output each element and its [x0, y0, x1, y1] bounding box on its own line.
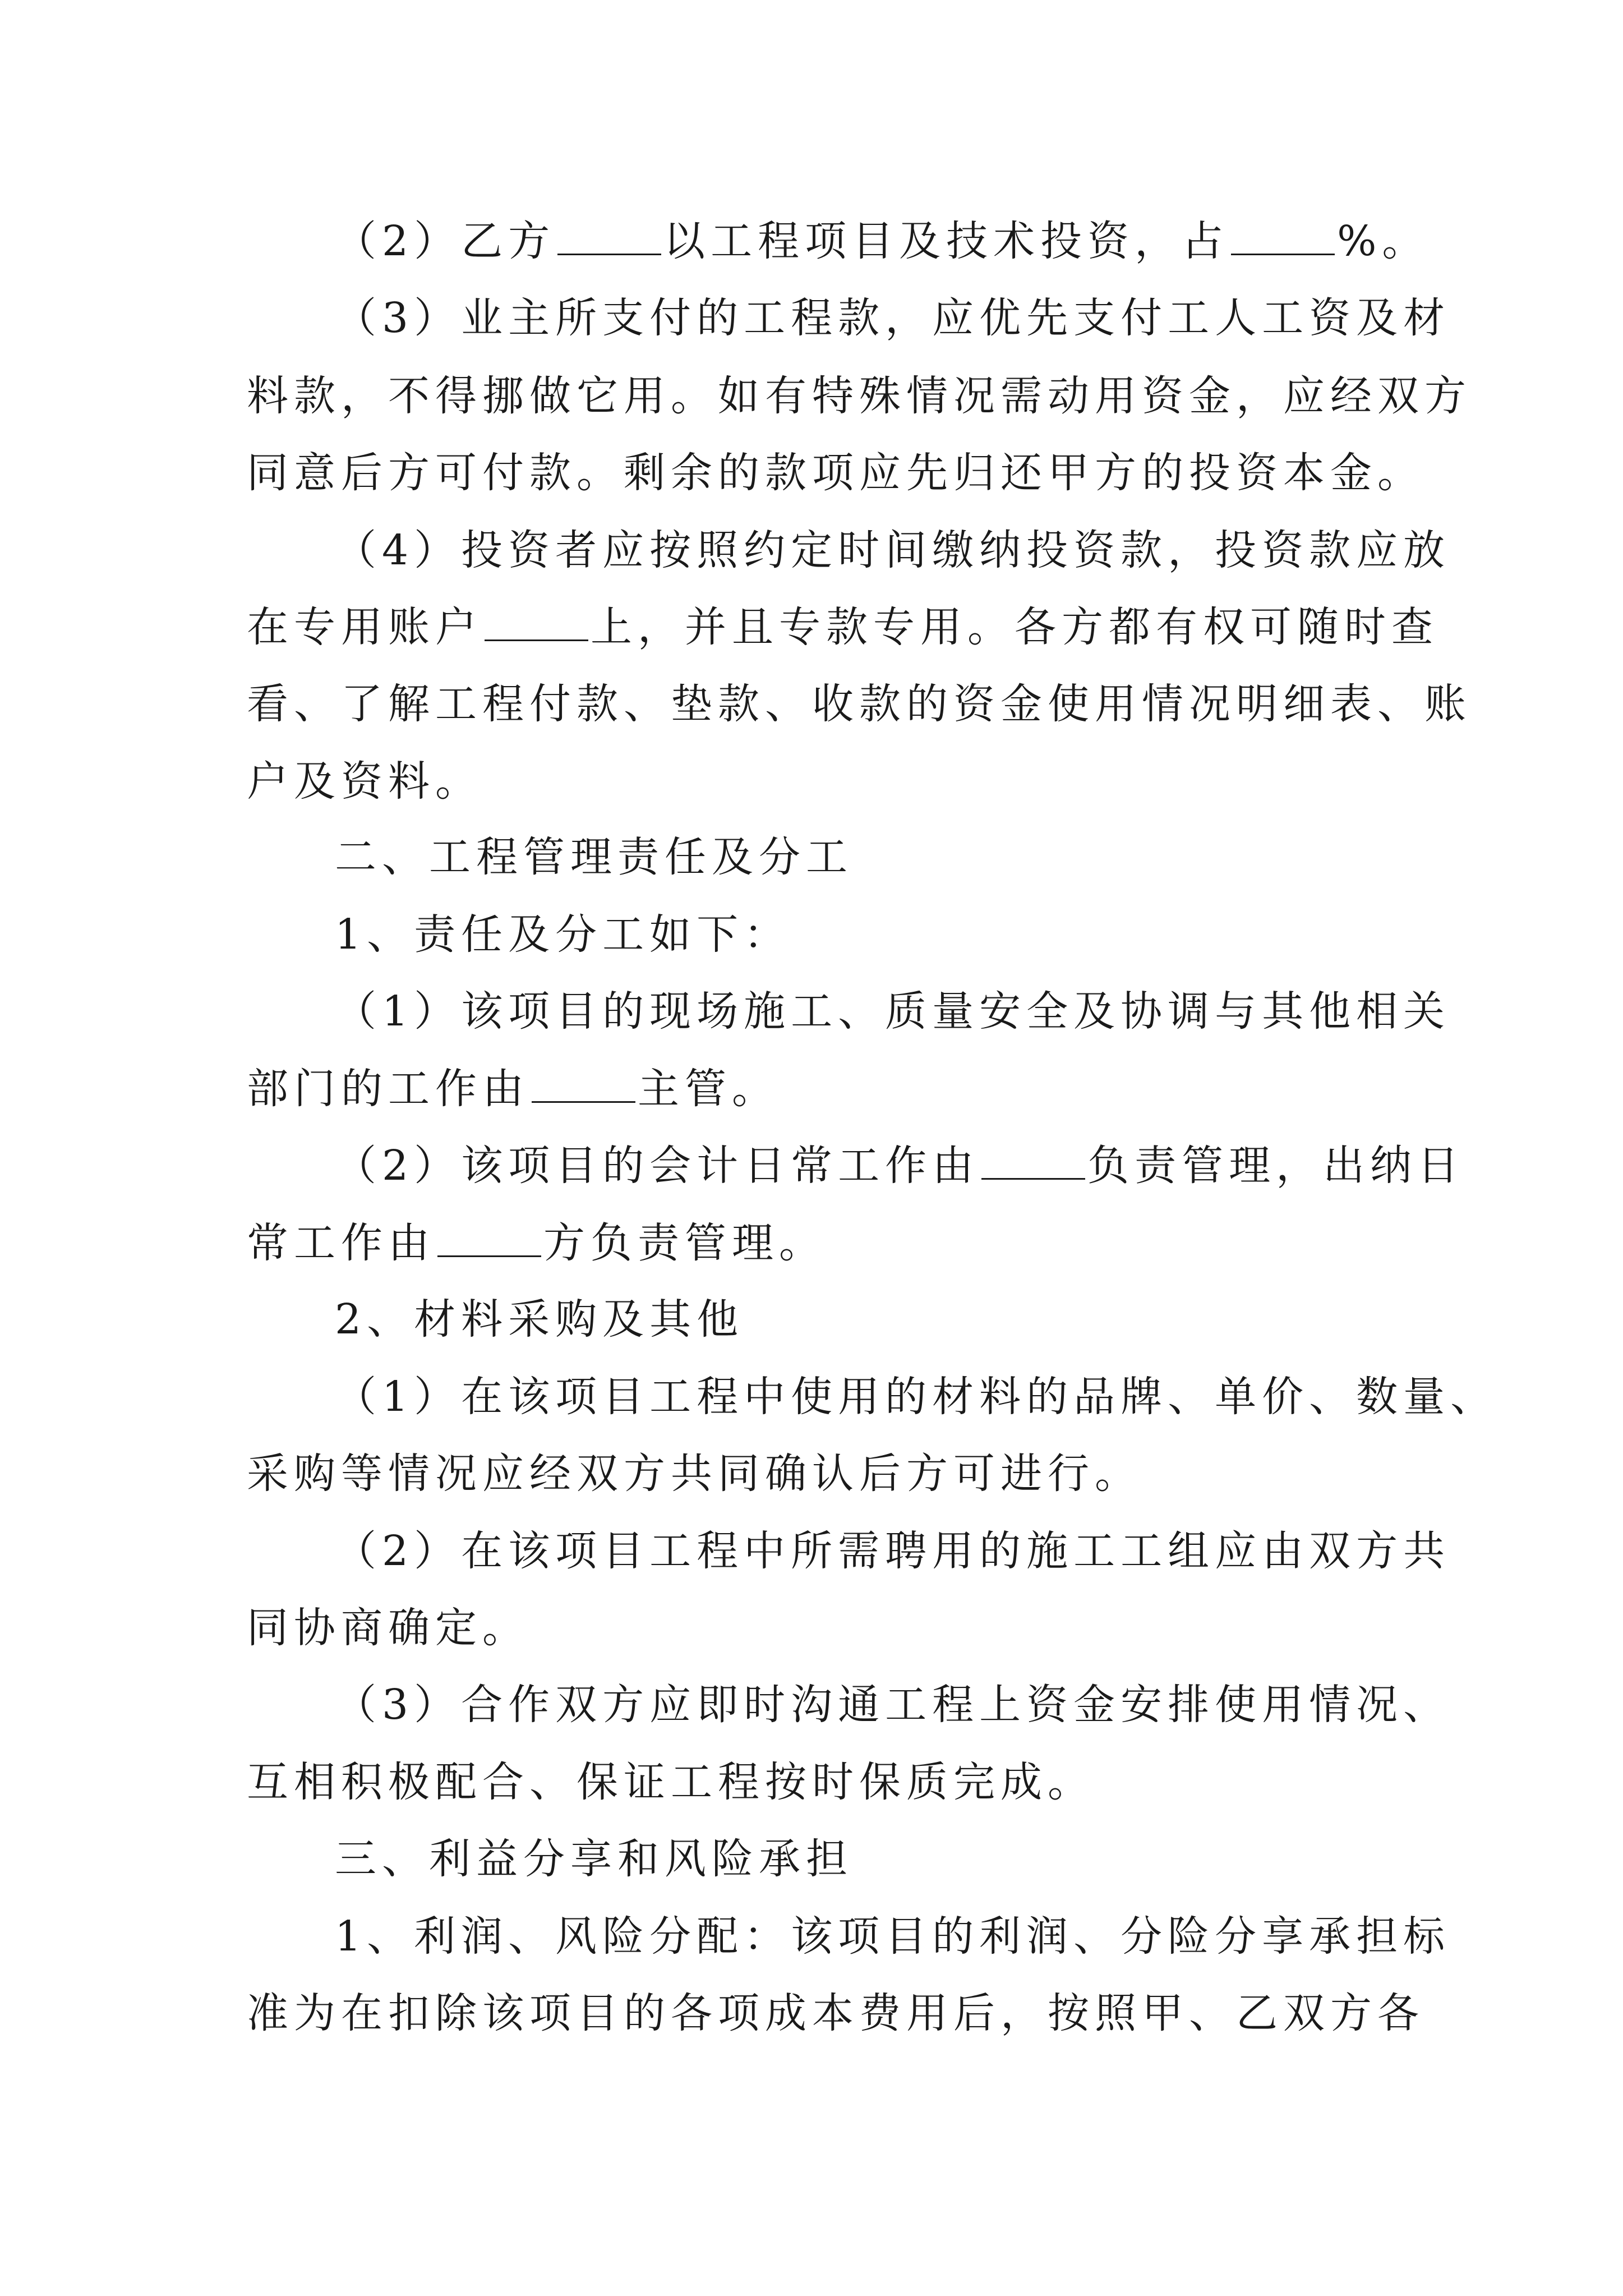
blank-field: [532, 1068, 635, 1103]
paragraph-line: （2）该项目的会计日常工作由 负责管理，出纳日: [335, 1142, 1465, 1190]
paragraph-line: 同意后方可付款。剩余的款项应先归还甲方的投资本金。: [247, 449, 1424, 497]
paragraph-line: （1）在该项目工程中使用的材料的品牌、单价、数量、: [335, 1373, 1498, 1421]
blank-field: [1231, 220, 1335, 255]
paragraph-line: 在专用账户 上，并且专款专用。各方都有权可随时查: [247, 603, 1438, 651]
blank-field: [437, 1222, 541, 1257]
paragraph-line: （4）投资者应按照约定时间缴纳投资款，投资款应放: [335, 526, 1451, 574]
paragraph-line: 料款，不得挪做它用。如有特殊情况需动用资金，应经双方: [247, 372, 1472, 420]
subsection-heading: 2、材料采购及其他: [335, 1295, 744, 1343]
paragraph-line: 准为在扣除该项目的各项成本费用后，按照甲、乙双方各: [247, 1989, 1424, 2037]
paragraph-line: 部门的工作由 主管。: [247, 1065, 779, 1113]
blank-field: [557, 220, 661, 255]
paragraph-line: 同协商确定。: [247, 1604, 529, 1652]
paragraph-line: （3）合作双方应即时沟通工程上资金安排使用情况、: [335, 1681, 1451, 1729]
paragraph-line: （2）在该项目工程中所需聘用的施工工组应由双方共: [335, 1527, 1451, 1575]
clause-2-investment-b: （2）乙方 以工程项目及技术投资，占 %。: [335, 217, 1430, 265]
blank-field: [981, 1144, 1085, 1180]
paragraph-line: 1、利润、风险分配：该项目的利润、分险分享承担标: [335, 1912, 1451, 1961]
section-heading: 二、工程管理责任及分工: [335, 833, 853, 881]
paragraph-line: 互相积极配合、保证工程按时保质完成。: [247, 1758, 1095, 1806]
paragraph-line: 户及资料。: [247, 757, 482, 806]
section-heading: 三、利益分享和风险承担: [335, 1835, 853, 1883]
subsection-heading: 1、责任及分工如下：: [335, 910, 791, 959]
paragraph-line: 常工作由 方负责管理。: [247, 1219, 826, 1267]
paragraph-line: 看、了解工程付款、垫款、收款的资金使用情况明细表、账: [247, 680, 1472, 728]
paragraph-line: 采购等情况应经双方共同确认后方可进行。: [247, 1450, 1142, 1498]
paragraph-line: （1）该项目的现场施工、质量安全及协调与其他相关: [335, 987, 1451, 1036]
blank-field: [485, 606, 588, 641]
paragraph-line: （3）业主所支付的工程款，应优先支付工人工资及材: [335, 294, 1451, 342]
